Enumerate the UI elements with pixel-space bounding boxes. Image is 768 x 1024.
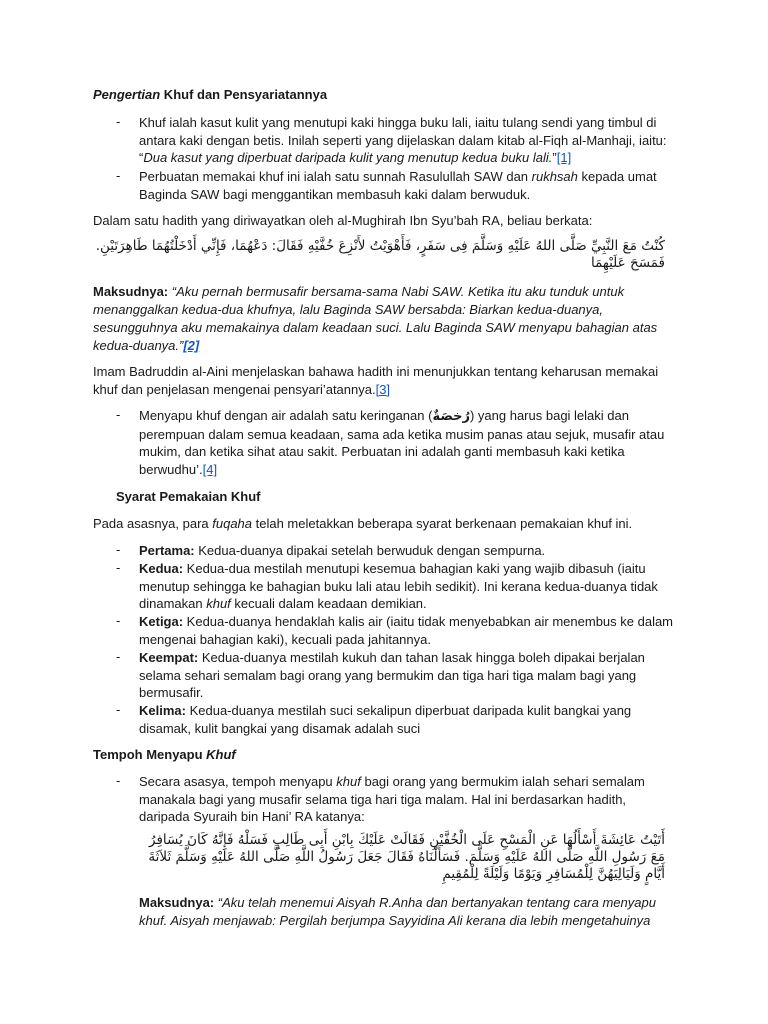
- item-label: Ketiga:: [139, 614, 184, 629]
- list-item: [139, 114, 679, 167]
- text: ) yang harus bagi lelaki dan perempuan dalam semua keadaan, sama ada ketika musim panas atau sejuk, musafir atau mukim, dan ketika sihat atau sakit. Perbuatan ini adalah ganti membasuh kaki ketika berwudhu’.: [139, 408, 665, 478]
- section-title-syarat: Syarat Pemakaian Khuf: [116, 489, 261, 504]
- list-item: [139, 407, 679, 479]
- syarat-intro: [93, 515, 678, 533]
- title-italic: Pengertian: [93, 87, 161, 102]
- text: telah meletakkan beberapa syarat berkenaan pemakaian khuf ini.: [252, 516, 633, 531]
- bullet-dash: -: [116, 649, 121, 664]
- list-item: [139, 702, 679, 737]
- text: Perbuatan memakai khuf ini ialah satu sunnah Rasulullah SAW dan: [139, 169, 532, 184]
- term-italic: fuqaha: [212, 516, 253, 531]
- bullet-dash: -: [116, 613, 121, 628]
- arabic-term: رُخصَةٌ: [432, 409, 470, 424]
- list-item: [139, 773, 679, 826]
- item-label: Kelima:: [139, 703, 186, 718]
- text: Imam Badruddin al-Aini menjelaskan bahawa hadith ini menunjukkan tentang keharusan memakai khuf dan penjelasan mengenai pensyari’atannya.: [93, 364, 659, 397]
- translation-1: [93, 283, 678, 355]
- item-text: Kedua-duanya dipakai setelah berwuduk dengan sempurna.: [194, 543, 546, 558]
- term-italic: khuf: [336, 774, 361, 789]
- list-item: [139, 542, 679, 560]
- quote-italic: Dua kasut yang diperbuat daripada kulit yang menutup kedua buku lali.: [143, 150, 553, 166]
- section-title-pengertian: [93, 86, 678, 104]
- list-item: [139, 649, 679, 702]
- item-text: Kedua-duanya hendaklah kalis air (iaitu tidak menyebabkan air menembus ke dalam mengenai bahagian kaki), kecuali pada jahitannya.: [139, 614, 674, 647]
- translation-text: “Aku telah menemui Aisyah R.Anha dan bertanyakan tentang cara menyapu khuf. Aisyah menjawab: Pergilah berjumpa Sayyidina Ali kerana dia lebih mengetahuinya: [139, 895, 656, 928]
- text: Pada asasnya, para: [93, 516, 213, 531]
- bullet-dash: -: [116, 542, 121, 557]
- title-rest: Khuf dan Pensyariatannya: [160, 87, 328, 102]
- text: kepada umat Baginda SAW bagi menggantikan membasuh kaki dalam berwuduk.: [139, 169, 657, 202]
- translation-text: “Aku pernah bermusafir bersama-sama Nabi SAW. Ketika itu aku tunduk untuk menanggalkan kedua-dua khufnya, lalu Baginda SAW bersabda: Biarkan kedua-duanya, sesungguhnya aku memakainya dalam keadaan suci. Lalu Baginda SAW menyapu bahagian atas kedua-duanya.”: [93, 284, 658, 353]
- item-label: Keempat:: [139, 650, 199, 665]
- item-text: Kedua-dua mestilah menutupi kesemua bahagian kaki yang wajib dibasuh (iaitu menutup sehingga ke bahagian buku lali atau lebih sedikit). Ini kerana kedua-duanya tidak dinamakan: [139, 561, 658, 612]
- bullet-dash: -: [116, 168, 121, 183]
- text: Khuf ialah kasut kulit yang menutupi kaki hingga buku lali, iaitu tulang sendi yang timbul di antara kaki dengan betis. Inilah seperti yang dijelaskan dalam kitab al-Fiqh al-Manhaji, iaitu: “: [139, 115, 667, 166]
- bullet-dash: -: [116, 560, 121, 575]
- text: ”: [552, 150, 557, 166]
- hadith-intro: Dalam satu hadith yang diriwayatkan oleh al-Mughirah Ibn Syu’bah RA, beliau berkata:: [93, 213, 593, 228]
- title-italic: Khuf: [206, 747, 236, 762]
- text: Secara asasya, tempoh menyapu: [139, 774, 337, 789]
- text: Menyapu khuf dengan air adalah satu keringanan (: [139, 408, 433, 423]
- bullet-dash: -: [116, 773, 121, 788]
- term-italic: khuf: [206, 596, 231, 612]
- text: bagi orang yang bermukim ialah sehari semalam manakala bagi yang musafir selama tiga hari tiga malam. Hal ini berdasarkan hadith, daripada Syuraih bin Hani’ RA katanya:: [139, 774, 645, 825]
- title-text: Tempoh Menyapu: [93, 747, 207, 762]
- list-item: [139, 613, 679, 648]
- list-item: [139, 168, 679, 203]
- item-label: Kedua:: [139, 561, 184, 576]
- bullet-dash: -: [116, 114, 121, 129]
- item-text: Kedua-duanya mestilah kukuh dan tahan lasak hingga boleh dipakai berjalan selama sehari semalam bagi orang yang bermukim dan tiga hari tiga malam bagi yang bermusafir.: [139, 650, 645, 701]
- item-label: Pertama:: [139, 543, 195, 558]
- footnote-link-3[interactable]: [3]: [375, 382, 391, 397]
- item-text: kecuali dalam keadaan demikian.: [230, 596, 427, 612]
- bullet-dash: -: [116, 702, 121, 717]
- arabic-hadith-2: أَتَيْتُ عَائِشَةَ أَسْأَلُهَا عَنِ الْمَسْحِ عَلَى الْخُفَّيْنِ فَقَالَتْ عَلَيْكَ بِابْنِ أَبِى طَالِبٍ فَسَلْهُ فَإِنَّهُ كَانَ يُسَافِرُ مَعَ رَسُولِ اللَّهِ صَلَّى اللهُ عَلَيْهِ وَسَلَّمَ. فَسَأَلْنَاهُ فَقَالَ جَعَلَ رَسُولُ اللَّهِ صَلَّى اللهُ عَلَيْهِ وَسَلَّمَ ثَلاَثَةَ أَيَّامٍ وَلَيَالِيَهُنَّ لِلْمُسَافِرِ وَيَوْمًا وَلَيْلَةً لِلْمُقِيمِ: [148, 832, 665, 882]
- translation-label: Maksudnya:: [139, 895, 215, 910]
- section-title-tempoh: [93, 746, 678, 764]
- item-text: Kedua-duanya mestilah suci sekalipun diperbuat daripada kulit bangkai yang disamak, kulit bangkai yang disamak adalah suci: [139, 703, 632, 736]
- arabic-hadith-1: كُنْتُ مَعَ النَّبِيِّ صَلَّى اللهُ عَلَيْهِ وَسَلَّمَ فِى سَفَرٍ، فَأَهْوَيْتُ لأَنْزِعَ خُفَّيْهِ فَقَالَ: دَعْهُمَا، فَإِنِّي أَدْخَلْتُهُمَا طَاهِرَتَيْنِ. فَمَسَحَ عَلَيْهِمَا: [95, 238, 665, 271]
- footnote-link-1[interactable]: [1]: [556, 150, 572, 166]
- imam-paragraph: [93, 363, 678, 399]
- translation-2: [139, 894, 679, 929]
- footnote-link-2[interactable]: [2]: [183, 338, 200, 353]
- term-italic: rukhsah: [531, 169, 578, 184]
- footnote-link-4[interactable]: [4]: [202, 462, 218, 478]
- translation-label: Maksudnya:: [93, 284, 169, 299]
- list-item: [139, 560, 679, 613]
- bullet-dash: -: [116, 407, 121, 422]
